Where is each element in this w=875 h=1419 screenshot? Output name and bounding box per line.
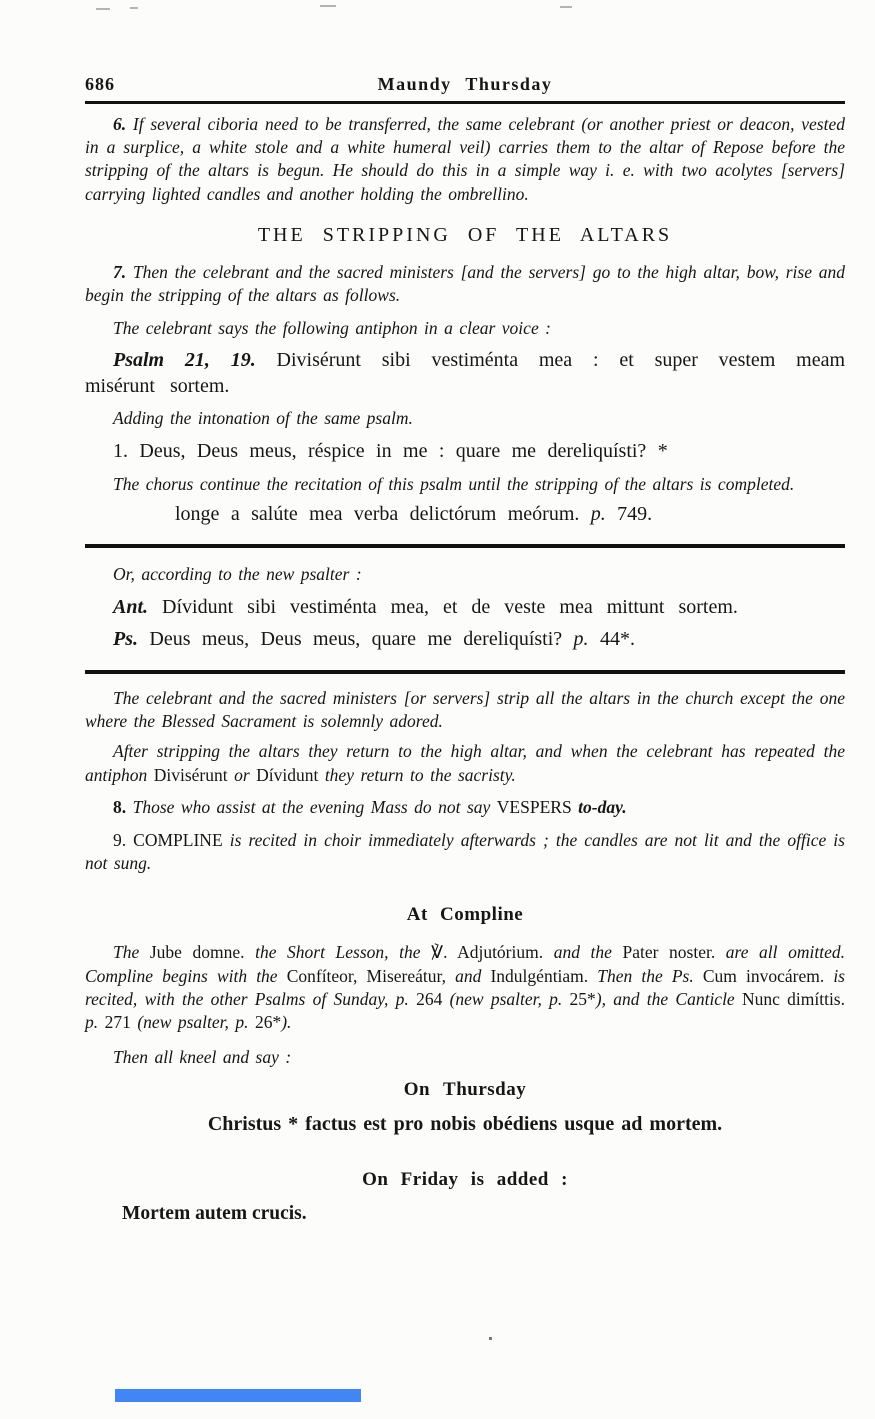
psalm-reference-diviserunt: Psalm 21, 19. Divisérunt sibi vestiménta mea : et super vestem meam misérunt sortem.: [85, 349, 845, 398]
running-title: Maundy Thursday: [377, 74, 553, 94]
psalm-deus-meus: Ps. Deus meus, Deus meus, quare me dereliquísti? p. 44*.: [113, 628, 635, 651]
verse-christus-factus: Christus * factus est pro nobis obédiens usque ad mortem.: [207, 1113, 723, 1136]
scan-speck: [560, 6, 572, 8]
paragraph-6-transfer-rubric: 6. If several ciboria need to be transferred, the same celebrant (or another priest or deacon, vested in a surplice, a white stole and a white humeral veil) carries them to the altar of Repose before the stripping of the altars is begun. He should do this in a simple way i. e. with two acolytes [servers] carrying lighted candles and another holding the ombrellino.: [85, 114, 845, 204]
section-heading-stripping: THE STRIPPING OF THE ALTARS: [257, 223, 673, 246]
header-rule: [85, 101, 845, 104]
scan-speck: [130, 7, 138, 9]
paragraph-9-compline: 9. COMPLINE is recited in choir immediately afterwards ; the candles are not lit and the office is not sung.: [85, 830, 845, 874]
divider-rule-1: [85, 544, 845, 548]
rubric-chorus: The chorus continue the recitation of this psalm until the stripping of the altars is completed.: [113, 473, 795, 494]
rubric-after-stripping: After stripping the altars they return to the high altar, and when the celebrant has repeated the antiphon Divisérunt or Dívidunt they return to the sacristy.: [85, 741, 845, 785]
page-number: 686: [85, 74, 115, 94]
scan-speck: [489, 1337, 492, 1340]
scan-speck: [320, 5, 336, 7]
paragraph-8-vespers: 8. Those who assist at the evening Mass do not say VESPERS to-day.: [113, 796, 627, 817]
psalm-verse-longe: longe a salúte mea verba delictórum meórum. p. 749.: [175, 502, 653, 525]
paragraph-compline-details: The Jube domne. the Short Lesson, the ℣. Adjutórium. and the Pater noster. are all omitted. Compline begins with the Confíteor, Misereátur, and Indulgéntiam. Then the Ps. Cum invocárem. is recited, with the other Psalms of Sunday, p. 264 (new psalter, p. 25*), and the Canticle Nunc dimíttis. p. 271 (new psalter, p. 26*).: [85, 942, 845, 1033]
divider-rule-2: [85, 670, 845, 674]
paragraph-7-procession-rubric: 7. Then the celebrant and the sacred ministers [and the servers] go to the high altar, bow, rise and begin the stripping of the altars as follows.: [85, 261, 845, 306]
heading-at-compline: At Compline: [406, 904, 524, 926]
heading-on-thursday: On Thursday: [403, 1079, 527, 1101]
psalm-verse-1-deus: 1. Deus, Deus meus, réspice in me : quare me dereliquísti? *: [113, 439, 668, 462]
verse-mortem-autem: Mortem autem crucis.: [122, 1203, 307, 1225]
page-header: [85, 74, 845, 98]
rubric-strip-altars: The celebrant and the sacred ministers [or servers] strip all the altars in the church except the one where the Blessed Sacrament is solemnly adored.: [85, 688, 845, 732]
selection-highlight-bar: [115, 1389, 361, 1402]
text-block: [85, 74, 845, 1227]
rubric-new-psalter: Or, according to the new psalter :: [113, 563, 362, 584]
scan-speck: [96, 8, 110, 10]
heading-on-friday: On Friday is added :: [362, 1169, 568, 1191]
antiphon-dividunt: Ant. Dívidunt sibi vestiménta mea, et de veste mea mittunt sortem.: [113, 596, 738, 619]
rubric-intonation: Adding the intonation of the same psalm.: [113, 408, 413, 429]
rubric-kneel: Then all kneel and say :: [113, 1047, 292, 1068]
rubric-antiphon-voice: The celebrant says the following antiphon in a clear voice :: [113, 318, 552, 339]
